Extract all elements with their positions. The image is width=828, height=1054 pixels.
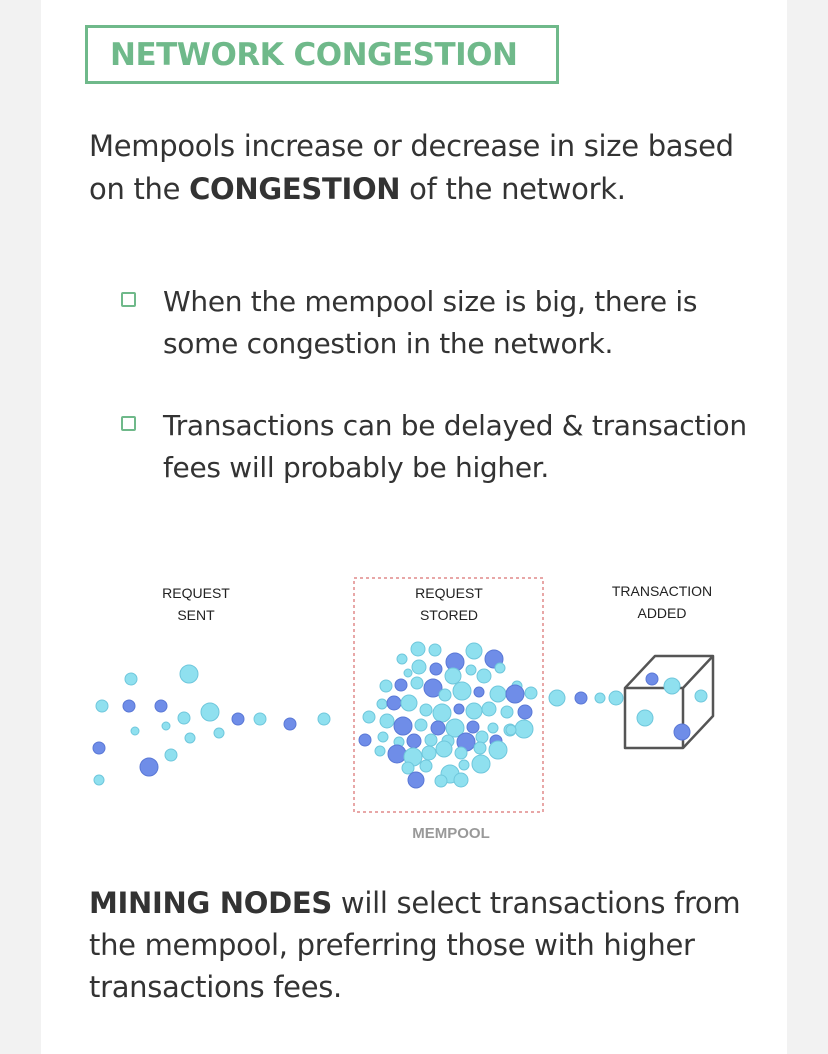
transaction-dot — [388, 745, 406, 763]
transaction-dot — [284, 718, 296, 730]
transaction-dot — [459, 760, 469, 770]
transaction-dot — [408, 772, 424, 788]
transaction-dot — [454, 704, 464, 714]
stage-sent-label-line1: REQUEST — [162, 585, 230, 601]
page-title: NETWORK CONGESTION — [110, 36, 518, 73]
bullet-text: When the mempool size is big, there is some congestion in the network. — [163, 285, 698, 360]
transaction-dot — [254, 713, 266, 725]
transaction-dot — [495, 663, 505, 673]
transaction-dot — [482, 702, 496, 716]
transaction-dot — [397, 654, 407, 664]
mempool-diagram-svg — [41, 570, 787, 850]
transaction-dot — [490, 686, 506, 702]
transaction-dot — [674, 724, 690, 740]
transaction-dot — [380, 680, 392, 692]
transaction-dot — [435, 775, 447, 787]
transaction-dot — [318, 713, 330, 725]
stage-sent-label-line2: SENT — [177, 607, 215, 623]
transaction-dot — [214, 728, 224, 738]
intro-paragraph — [89, 125, 769, 211]
intro-bold-congestion: CONGESTION — [189, 172, 401, 206]
transaction-dot — [140, 758, 158, 776]
transaction-dot — [453, 682, 471, 700]
transaction-dot — [415, 719, 427, 731]
transaction-dot — [378, 732, 388, 742]
transaction-dot — [477, 669, 491, 683]
transaction-dot — [180, 665, 198, 683]
stage-added-label-line1: TRANSACTION — [611, 583, 713, 599]
transaction-dot — [429, 644, 441, 656]
transaction-dot — [466, 643, 482, 659]
transaction-dots — [93, 642, 707, 788]
transaction-dot — [474, 687, 484, 697]
transaction-dot — [123, 700, 135, 712]
transaction-dot — [454, 773, 468, 787]
intro-text-after: of the network. — [400, 172, 626, 206]
transaction-dot — [394, 717, 412, 735]
transaction-dot — [425, 734, 437, 746]
transaction-dot — [439, 689, 451, 701]
transaction-dot — [155, 700, 167, 712]
transaction-dot — [637, 710, 653, 726]
transaction-dot — [466, 703, 482, 719]
transaction-dot — [380, 714, 394, 728]
transaction-dot — [201, 703, 219, 721]
transaction-dot — [525, 687, 537, 699]
transaction-dot — [575, 692, 587, 704]
closing-text: will select transactions from the mempool, preferring those with higher transactions fees. — [89, 886, 741, 1004]
transaction-dot — [131, 727, 139, 735]
transaction-dot — [375, 746, 385, 756]
transaction-dot — [433, 704, 451, 722]
transaction-dot — [412, 660, 426, 674]
checkbox-icon — [121, 292, 136, 307]
transaction-dot — [436, 741, 452, 757]
transaction-dot — [518, 705, 532, 719]
checkbox-icon — [121, 416, 136, 431]
transaction-dot — [506, 725, 516, 735]
transaction-dot — [506, 685, 524, 703]
transaction-dot — [162, 722, 170, 730]
transaction-dot — [474, 742, 486, 754]
closing-bold-mining-nodes: MINING NODES — [89, 886, 332, 920]
title-box — [85, 25, 559, 84]
transaction-dot — [467, 721, 479, 733]
intro-text-before: Mempools increase or decrease in size based on the — [89, 129, 734, 206]
transaction-dot — [359, 734, 371, 746]
transaction-dot — [402, 762, 414, 774]
transaction-dot — [232, 713, 244, 725]
transaction-dot — [646, 673, 658, 685]
transaction-dot — [420, 760, 432, 772]
transaction-dot — [125, 673, 137, 685]
transaction-dot — [501, 706, 513, 718]
transaction-dot — [395, 679, 407, 691]
transaction-dot — [430, 663, 442, 675]
transaction-dot — [431, 721, 445, 735]
transaction-dot — [549, 690, 565, 706]
transaction-dot — [476, 731, 488, 743]
transaction-dot — [455, 747, 467, 759]
transaction-dot — [488, 723, 498, 733]
transaction-dot — [489, 741, 507, 759]
stage-added-label-line2: ADDED — [637, 605, 687, 621]
transaction-dot — [94, 775, 104, 785]
transaction-dot — [363, 711, 375, 723]
transaction-dot — [515, 720, 533, 738]
transaction-dot — [185, 733, 195, 743]
transaction-dot — [609, 691, 623, 705]
transaction-dot — [422, 746, 436, 760]
transaction-dot — [420, 704, 432, 716]
transaction-dot — [407, 734, 421, 748]
transaction-dot — [387, 696, 401, 710]
transaction-dot — [664, 678, 680, 694]
stage-stored-label-line2: STORED — [419, 607, 479, 623]
mempool-label: MEMPOOL — [412, 825, 490, 842]
transaction-dot — [695, 690, 707, 702]
transaction-dot — [404, 669, 412, 677]
transaction-dot — [445, 668, 461, 684]
transaction-dot — [411, 642, 425, 656]
transaction-dot — [411, 677, 423, 689]
bullet-text: Transactions can be delayed & transaction fees will probably be higher. — [163, 409, 747, 484]
transaction-dot — [472, 755, 490, 773]
transaction-dot — [96, 700, 108, 712]
transaction-dot — [178, 712, 190, 724]
content-card — [41, 0, 787, 1054]
transaction-dot — [93, 742, 105, 754]
closing-paragraph — [89, 882, 769, 1008]
transaction-dot — [466, 665, 476, 675]
transaction-dot — [165, 749, 177, 761]
transaction-dot — [595, 693, 605, 703]
transaction-dot — [401, 695, 417, 711]
stage-stored-label-line1: REQUEST — [415, 585, 483, 601]
mempool-diagram — [41, 570, 787, 850]
transaction-dot — [377, 699, 387, 709]
